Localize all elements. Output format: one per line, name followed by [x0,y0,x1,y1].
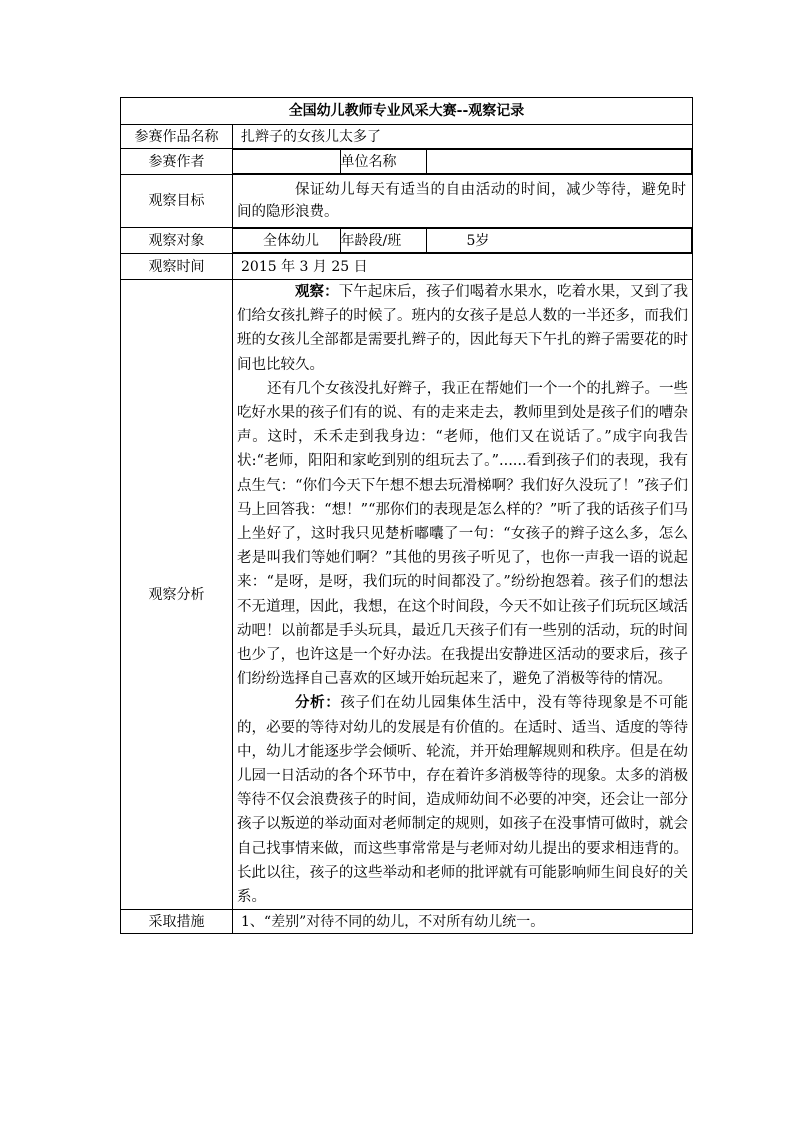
analysis-lead: 分析： [295,694,341,712]
work-name-label: 参赛作品名称 [121,125,233,149]
narrative-paragraph: 还有几个女孩没扎好辫子，我正在帮她们一个一个的扎辫子。一些吃好水果的孩子们有的说、有的走来走去，教师里到处是孩子们的嘈杂声。这时，禾禾走到我身边：“老师，他们又在说话了。”成宇向我告状:“老师，阳阳和家屹到别的组玩去了。”......看到孩子们的表现，我有点生气：“你们今天下午想不想去玩滑梯啊？我们好久没玩了！”孩子们马上回答我：“想！”“那你们的表现是怎么样的？”听了我的话孩子们马上坐好了，这时我只见楚析嘟囔了一句：“女孩子的辫子这么多，怎么老是叫我们等她们啊？”其他的男孩子听见了，也你一声我一语的说起来：“是呀，是呀，我们玩的时间都没了。”纷纷抱怨着。孩子们的想法不无道理，因此，我想，在这个时间段，今天不如让孩子们玩玩区域活动吧！以前都是手头玩具，最近几天孩子们有一些别的活动，玩的时间也少了，也许这是一个好办法。在我提出安静进区活动的要求后，孩子们纷纷选择自己喜欢的区域开始玩起来了，避免了消极等待的情况。 [237,380,688,688]
age-group-value: 5岁 [426,229,692,253]
analysis-text: 孩子们在幼儿园集体生活中，没有等待现象是不可能的，必要的等待对幼儿的发展是有价值的。在适时、适当、适度的等待中，幼儿才能逐步学会倾听、轮流，并开始理解规则和秩序。但是在幼儿园一日活动的各个环节中，存在着许多消极等待的现象。太多的消极等待不仅会浪费孩子的时间，造成师幼间不必要的冲突，还会让一部分孩子以叛逆的举动面对老师制定的规则，如孩子在没事情可做时，就会自己找事情来做，而这些事常常是与老师对幼儿提出的要求相违背的。长此以往，孩子的这些举动和老师的批评就有可能影响师生间良好的关系。 [237,695,688,906]
subject-label: 观察对象 [121,228,233,254]
analysis-label: 观察分析 [121,280,233,910]
observation-record-table [120,97,693,934]
author-value [233,150,340,174]
goal-value: 保证幼儿每天有适当的自由活动的时间，减少等待，避免时间的隐形浪费。 [237,182,686,220]
age-group-label: 年龄段/班 [340,229,426,253]
unit-name-value [426,150,692,174]
subject-value: 全体幼儿 [233,229,340,253]
subject-row-cell [233,228,693,254]
analysis-paragraph [233,691,692,909]
goal-cell [233,175,693,228]
subject-inner-table [233,228,692,253]
author-label: 参赛作者 [121,149,233,175]
observation-paragraph [233,280,692,377]
author-inner-table [233,149,692,174]
document-title: 全国幼儿教师专业风采大赛--观察记录 [121,98,693,125]
measures-label: 采取措施 [121,910,233,934]
measures-value: 1、“差别”对待不同的幼儿，不对所有幼儿统一。 [233,910,693,934]
unit-name-label: 单位名称 [340,150,426,174]
work-name-value: 扎辫子的女孩儿太多了 [233,125,693,149]
author-row-cell [233,149,693,175]
time-value: 2015 年 3 月 25 日 [233,254,693,280]
observation-text: 下午起床后，孩子们喝着水果水，吃着水果，又到了我们给女孩扎辫子的时候了。班内的女孩子是总人数的一半还多，而我们班的女孩儿全部都是需要扎辫子的，因此每天下午扎的辫子需要花的时间也比较久。 [237,284,689,373]
analysis-cell [233,280,693,910]
observation-lead: 观察： [295,283,339,300]
time-label: 观察时间 [121,254,233,280]
goal-label: 观察目标 [121,175,233,228]
